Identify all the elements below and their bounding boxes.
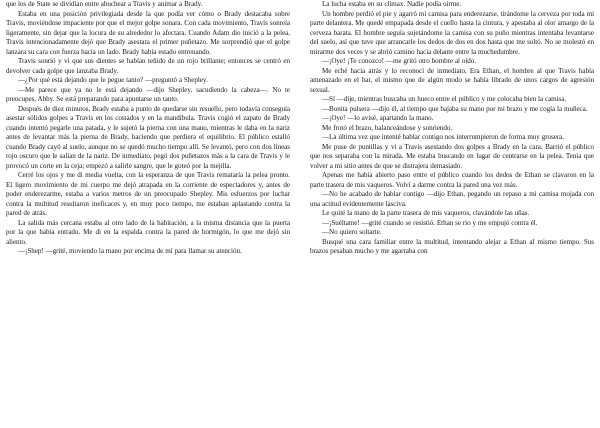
paragraph: Me puse de puntillas y vi a Travis asestando dos golpes a Brady en la cara. Barrió el público que nos separaba con la mirada. Me estaba buscando en lugar de centrarse en la pelea. Tenía que volver a mi sitio antes de que se distrajera demasiado. — [310, 142, 594, 170]
paragraph: La salida más cercana estaba al otro lado de la habitación, a la misma distancia que la puerta por la que había entrado. Me di en la espalda contra la pared de hormigón, lo que me dejó sin aliento. — [6, 218, 290, 246]
paragraph: —¡Oye! —lo avisé, apartando la mano. — [322, 114, 434, 122]
paragraph: —La última vez que intenté hablar contigo nos interrumpieron de forma muy grosera. — [322, 133, 564, 141]
left-page — [6, 0, 290, 428]
paragraph: —Bonita pulsera —dijo él, al tiempo que bajaba su mano por mi brazo y me cogía la muñeca. — [322, 104, 588, 113]
paragraph: —Sí —dije, mientras buscaba un hueco entre el público y me colocaba bien la camisa. — [322, 95, 567, 103]
paragraph: —Me parece que ya no le está dejando —dijo Shepley, sacudiendo la cabeza—. No te preocupes, Abby. Se está preparando para apuntarse un tanto. — [6, 85, 290, 103]
paragraph: Le quité la mano de la parte trasera de mis vaqueros, clavándole las uñas. — [322, 209, 530, 217]
paragraph: Un hombre perdió el pie y agarró mi camisa para enderezarse, tirándome la cerveza por toda mi parte delantera. Me quedé empapada desde el cuello hasta la cintura, y apestaba al olor amargo de la cerveza barata. El hombre seguía sujetándome la camisa con su puño mientras intentaba levantarse del suelo, así que tuve que arrancarle los dedos de dos en dos hasta que me soltó. No se molestó en mirarme dos veces y se abrió camino hacia delante entre la muchedumbre. — [310, 9, 594, 56]
paragraph: Me eché hacia atrás y lo reconocí de inmediato, Era Ethan, el hombre al que Travis había amenazado en el bar, el mismo que de algún modo se había librado de unos cargos de agresión sexual. — [310, 66, 594, 94]
paragraph: —No he acabado de hablar contigo —dijo Ethan, pegando un repaso a mi camisa mojada con una actitud evidentemente lasciva. — [310, 190, 594, 208]
paragraph: Me frotó el brazo, balanceándose y sonriendo. — [322, 123, 453, 132]
paragraph: Después de diez minutos, Brady estaba a punto de quedarse sin resuello, pero todavía conseguía asestar sólidos golpes a Travis en los costados y en la mandíbula. Travis cogió el zapato de Brady cuando intentó pegarle una patada, y le sujetó la pierna con una mano, mientras le daba en la nariz antes de levantar más la pierna de Brady, haciendo que perdiera el equilibrio. El público estalló cuando Brady cayó al suelo, aunque no se quedó mucho tiempo allí. Se levantó, pero con dos líneas rojo oscuro que le salían de la nariz. De inmediato, pegó dos puñetazos más a la cara de Travis y le provocó un corte en la ceja; empezó a salirle sangre, que le goteó por la mejilla. — [6, 104, 290, 170]
paragraph: —¡Suéltame! —grité cuando se resistió. Ethan se rio y me empujó contra él. — [322, 218, 538, 227]
paragraph: —No quiero soltarte. — [322, 228, 382, 236]
paragraph: La lucha estaba en su clímax. Nadie podía oírme. — [322, 0, 462, 8]
paragraph: Estaba en una posición privilegiada desde la que podía ver cómo o Brady destacaba sobre Travis, moviéndose impaciente por que el mejor golpe sonara. Con cada movimiento, Travis sonreía ligeramente, sin dejar que la locura de su alrededor lo afectara. Cuando Adam dio inició a la pelea, Travis intencionadamente dejó que Brady asestara el primer puñetazo. Me sorprendió que el golpe lanzara su cara con fuerza hacia un lado. Brady había estado entrenando. — [6, 9, 290, 56]
paragraph: Busqué una cara familiar entre la multitud, intentando alejar a Ethan al mismo tiempo. Sus brazos pesaban mucho y me agarraba con — [310, 237, 594, 255]
paragraph: —¡Oye! ¡Te conozco! —me gritó otro hombre al oído. — [322, 57, 477, 65]
right-page — [310, 0, 594, 428]
paragraph: que los de State se dividían entre abuchear a Travis y animar a Brady. — [6, 0, 203, 8]
paragraph: —¡Shep! —grité, moviendo la mano por encima de mí para llamar su atención. — [18, 247, 242, 255]
paragraph: Cerré los ojos y me di media vuelta, con la esperanza de que Travis remataría la pelea pronto. El ligero movimiento de mi cuerpo me dejó atrapada en la corriente de espectadores y, antes de poder enderezarme, estaba a varios metros de un preocupado Shepley. Mis esfuerzos por luchar contra la multitud resultaron ineficaces y, en muy poco tiempo, me estaban aplastando contra la pared de atrás. — [6, 171, 290, 217]
paragraph: Apenas me había abierto paso entre el público cuando los dedos de Ethan se clavaron en la parte trasera de mis vaqueros. Volví a darme contra la pared una vez más. — [310, 171, 594, 189]
paragraph: —¿Por qué está dejando que le pegue tanto? —preguntó a Shepley. — [18, 76, 208, 84]
paragraph: Travis sonrió y vi que sus dientes se habían teñido de un rojo brillante; entonces se centró en devolver cada golpe que lanzaba Brady. — [6, 57, 290, 75]
